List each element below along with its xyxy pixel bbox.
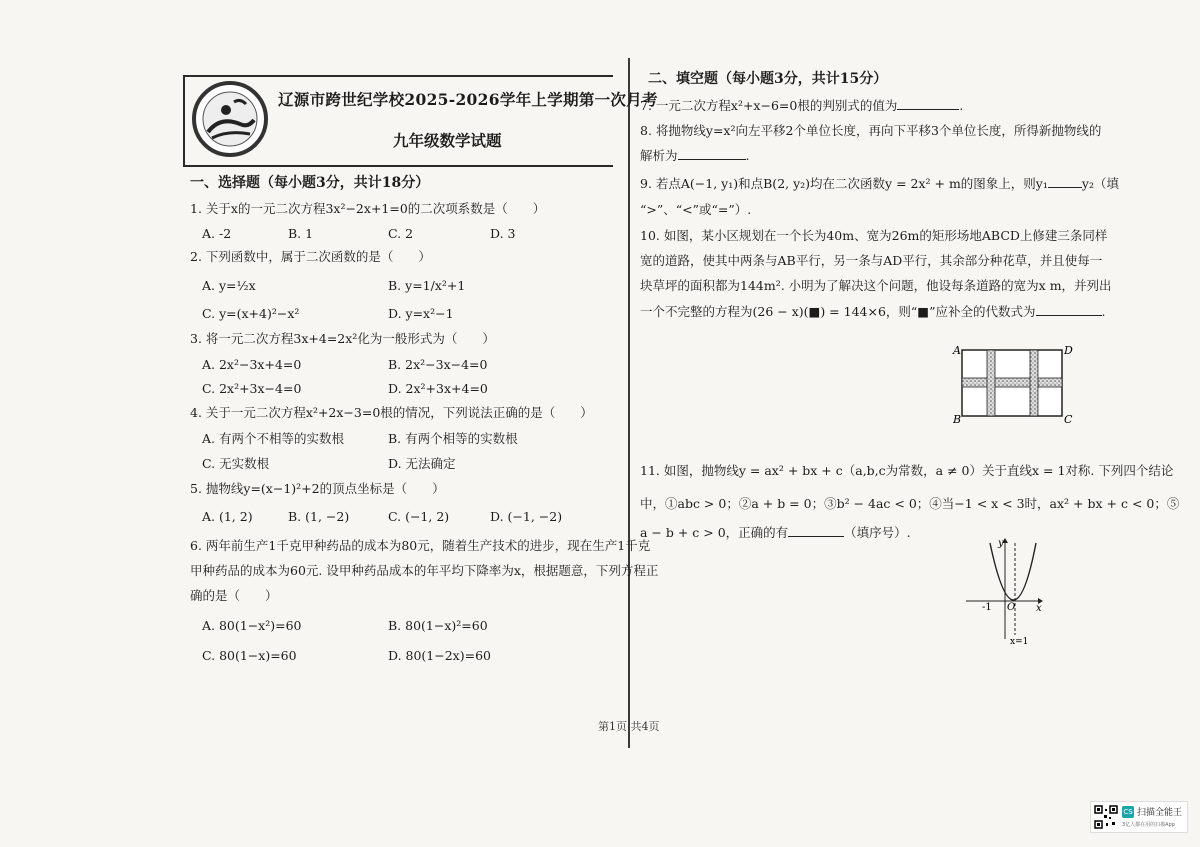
q3-option-d: D. 2x²+3x+4=0 (388, 381, 488, 396)
scanner-app-icon: CS (1123, 808, 1133, 816)
q11-text-a: a − b + c > 0，正确的有 (640, 525, 789, 540)
q2-option-a: A. y=½x (202, 278, 256, 293)
question-8-line-2: 解析为 . (640, 148, 750, 163)
q9-text-a: 9. 若点A(−1, y₁)和点B(2, y₂)均在二次函数y = 2x² + m的图象上，则y₁ (640, 176, 1048, 191)
q4-option-c: C. 无实数根 (202, 456, 270, 471)
question-10-line-2: 宽的道路，使其中两条与AB平行，另一条与AD平行，其余部分种花草，并且使每一 (640, 253, 1103, 268)
question-2: 2. 下列函数中，属于二次函数的是（ ） (190, 249, 431, 264)
q5-option-c: C. (−1, 2) (388, 509, 450, 524)
section1-heading: 一、选择题（每小题3分，共计18分） (190, 175, 430, 191)
q5-option-a: A. (1, 2) (202, 509, 253, 524)
scanner-subtitle: 3亿人都在用的扫描App (1122, 822, 1175, 828)
label-c: C (1064, 413, 1073, 426)
question-10-line-4: 一个不完整的方程为(26 − x)(■) = 144×6，则“■”应补全的代数式为 . (640, 304, 1106, 319)
q10-blank (1036, 303, 1102, 316)
question-6-line-3: 确的是（ ） (190, 588, 278, 603)
question-5: 5. 抛物线y=(x−1)²+2的顶点坐标是（ ） (190, 481, 445, 496)
label-a: A (953, 344, 961, 357)
q4-option-d: D. 无法确定 (388, 456, 456, 471)
y-axis-label: y (998, 538, 1004, 549)
neg-one-label: -1 (982, 602, 992, 613)
q2-option-c: C. y=(x+4)²−x² (202, 306, 300, 321)
q9-blank (1048, 175, 1082, 188)
q11-text-b: （填序号）. (844, 525, 911, 540)
q1-option-d: D. 3 (490, 226, 516, 241)
question-1: 1. 关于x的一元二次方程3x²−2x+1=0的二次项系数是（ ） (190, 201, 546, 216)
question-10-line-1: 10. 如图，某小区规划在一个长为40m、宽为26m的矩形场地ABCD上修建三条同样 (640, 228, 1108, 243)
x-axis-label: x (1036, 603, 1042, 614)
q4-option-a: A. 有两个不相等的实数根 (202, 431, 344, 446)
section2-heading: 二、填空题（每小题3分，共计15分） (648, 71, 888, 87)
q3-option-b: B. 2x²−3x−4=0 (388, 357, 488, 372)
q7-text: 7. 一元二次方程x²+x−6=0根的判别式的值为 (640, 98, 898, 113)
exam-subtitle: 九年级数学试题 (393, 131, 502, 150)
q7-blank (897, 97, 959, 110)
label-b: B (953, 413, 962, 426)
label-d: D (1064, 344, 1073, 357)
q3-option-c: C. 2x²+3x−4=0 (202, 381, 302, 396)
parabola-figure (962, 535, 1047, 647)
symmetry-axis-label: x=1 (1010, 637, 1029, 647)
q4-option-b: B. 有两个相等的实数根 (388, 431, 518, 446)
origin-label: O (1007, 602, 1016, 613)
question-3: 3. 将一元二次方程3x+4=2x²化为一般形式为（ ） (190, 331, 495, 346)
q8-blank (678, 147, 746, 160)
question-11-line-3 (640, 524, 911, 542)
question-4: 4. 关于一元二次方程x²+2x−3=0根的情况，下列说法正确的是（ ） (190, 405, 593, 420)
q1-option-c: C. 2 (388, 226, 414, 241)
exam-title: 辽源市跨世纪学校2025-2026学年上学期第一次月考 (278, 90, 658, 109)
page-divider (628, 58, 630, 748)
question-9-line-1 (640, 175, 1119, 193)
question-7: 7. 一元二次方程x²+x−6=0根的判别式的值为 . (640, 98, 964, 113)
q5-option-d: D. (−1, −2) (490, 509, 563, 524)
q9-text-b: y₂（填 (1081, 176, 1119, 191)
qr-code-icon (1094, 805, 1118, 829)
q1-option-a: A. -2 (202, 226, 232, 241)
scanner-name: 扫描全能王 (1137, 808, 1183, 818)
q2-option-b: B. y=1/x²+1 (388, 278, 466, 293)
q11-blank (788, 524, 844, 537)
q6-option-c: C. 80(1−x)=60 (202, 648, 297, 663)
rect-road-figure (950, 340, 1080, 428)
q2-option-d: D. y=x²−1 (388, 306, 454, 321)
question-11-line-2: 中，①abc > 0；②a + b = 0；③b² − 4ac < 0；④当−1 < x < 3时，ax² + bx + c < 0；⑤ (640, 496, 1180, 511)
question-6-line-1: 6. 两年前生产1千克甲种药品的成本为80元，随着生产技术的进步，现在生产1千克 (190, 538, 651, 553)
q3-option-a: A. 2x²−3x+4=0 (202, 357, 302, 372)
q6-option-a: A. 80(1−x²)=60 (202, 618, 302, 633)
question-8-line-1: 8. 将抛物线y=x²向左平移2个单位长度，再向下平移3个单位长度，所得新抛物线的 (640, 123, 1102, 138)
question-9-line-2: “>”、“<”或“=”）. (640, 202, 752, 217)
question-6-line-2: 甲种药品的成本为60元. 设甲种药品成本的年平均下降率为x，根据题意，下列方程正 (190, 563, 659, 578)
q5-option-b: B. (1, −2) (288, 509, 350, 524)
q10-text: 一个不完整的方程为(26 − x)(■) = 144×6，则“■”应补全的代数式为 (640, 304, 1036, 319)
q6-option-b: B. 80(1−x)²=60 (388, 618, 488, 633)
question-10-line-3: 块草坪的面积都为144m². 小明为了解决这个问题，他设每条道路的宽为x m，并列出 (640, 278, 1112, 293)
page-footer: 第1页 共4页 (598, 720, 660, 733)
scanner-watermark (1090, 801, 1188, 833)
school-logo (190, 80, 270, 158)
q1-option-b: B. 1 (288, 226, 314, 241)
question-11-line-1: 11. 如图，抛物线y = ax² + bx + c（a,b,c为常数，a ≠ 0）关于直线x = 1对称. 下列四个结论 (640, 463, 1174, 478)
q6-option-d: D. 80(1−2x)=60 (388, 648, 491, 663)
q8-text: 解析为 (640, 148, 678, 163)
